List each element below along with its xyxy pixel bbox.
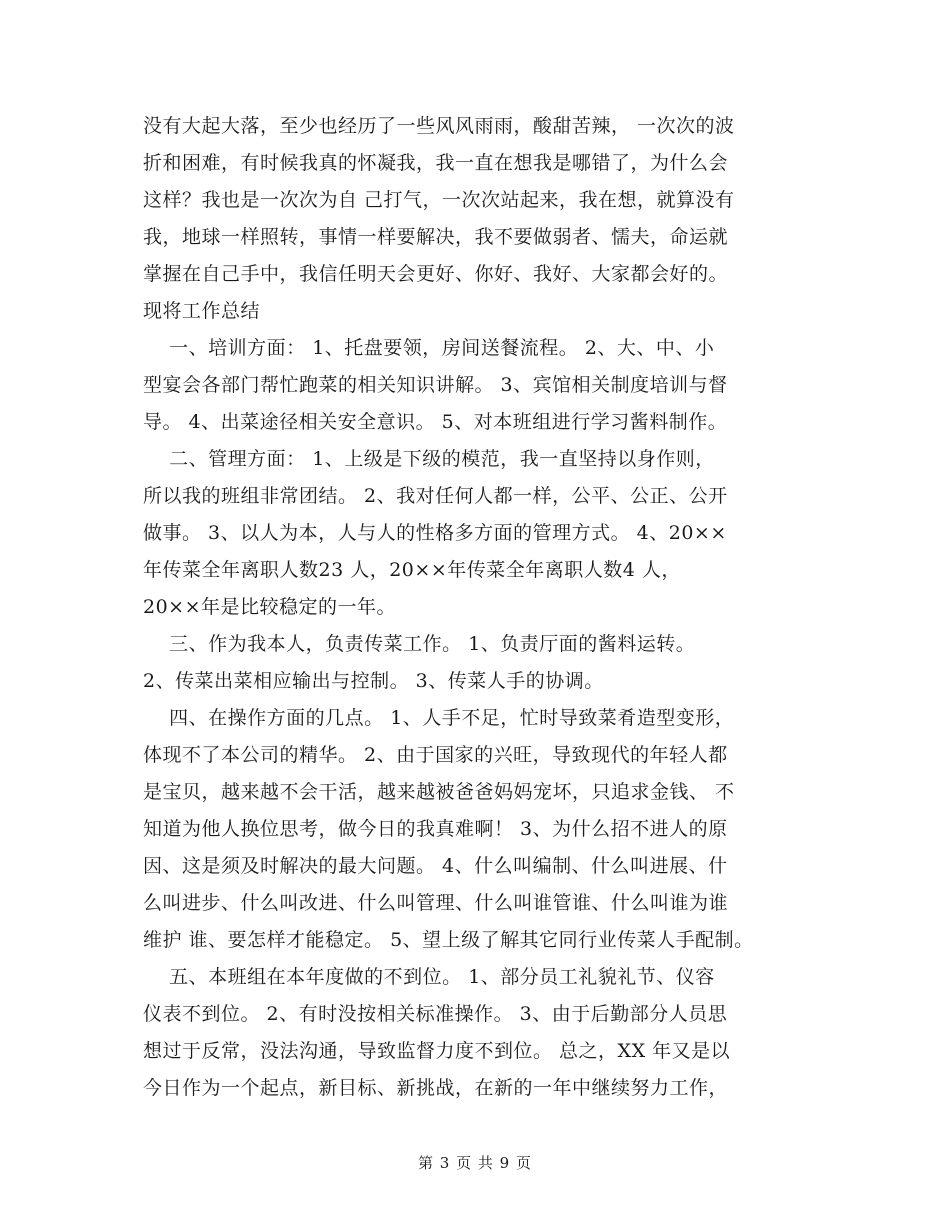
text-line: 导。 4、出菜途径相关安全意识。 5、对本班组进行学习酱料制作。 [143,411,728,433]
text-line: 么叫进步、什么叫改进、什么叫管理、什么叫谁管谁、什么叫谁为谁 [143,892,729,914]
text-line: 型宴会各部门帮忙跑菜的相关知识讲解。 3、宾馆相关制度培训与督 [143,374,728,396]
text-line: 折和困难，有时候我真的怀凝我，我一直在想我是哪错了，为什么会 [143,152,729,174]
text-line: 2、传菜出菜相应输出与控制。 3、传菜人手的协调。 [143,670,604,692]
text-line: 年传菜全年离职人数23 人，20××年传菜全年离职人数4 人， [143,559,681,581]
text-line: 想过于反常，没法沟通，导致监督力度不到位。 总之，XX 年又是以 [143,1040,731,1062]
text-line: 仪表不到位。 2、有时没按相关标准操作。 3、由于后勤部分人员思 [143,1003,728,1025]
text-line: 现将工作总结 [143,300,261,322]
text-line: 20××年是比较稳定的一年。 [143,596,397,618]
text-line: 是宝贝，越来越不会干活，越来越被爸爸妈妈宠坏，只追求金钱、 不 [143,781,735,803]
text-line: 掌握在自己手中，我信任明天会更好、你好、我好、大家都会好的。 [143,263,729,285]
text-line: 维护 谁、要怎样才能稳定。 5、望上级了解其它同行业传菜人手配制。 [143,929,754,951]
body-text [143,108,823,1107]
text-line: 今日作为一个起点，新目标、新挑战，在新的一年中继续努力工作， [143,1077,729,1099]
text-line: 做事。 3、以人为本，人与人的性格多方面的管理方式。 4、20×× [143,522,727,544]
text-line: 一、培训方面： 1、托盘要领，房间送餐流程。 2、大、中、小 [143,337,715,359]
text-line: 二、管理方面： 1、上级是下级的模范，我一直坚持以身作则， [143,448,715,470]
text-line: 这样？我也是一次次为自 己打气，一次次站起来，我在想，就算没有 [143,189,735,211]
text-line: 知道为他人换位思考，做今日的我真难啊！ 3、为什么招不进人的原 [143,818,728,840]
page-number-footer: 第 3 页 共 9 页 [418,1154,532,1172]
text-line: 我，地球一样照转，事情一样要解决，我不要做弱者、懦夫，命运就 [143,226,729,248]
text-line: 因、这是须及时解决的最大问题。 4、什么叫编制、什么叫进展、什 [143,855,728,877]
text-line: 体现不了本公司的精华。 2、由于国家的兴旺，导致现代的年轻人都 [143,744,728,766]
text-line: 五、本班组在本年度做的不到位。 1、部分员工礼貌礼节、仪容 [143,966,715,988]
text-line: 四、在操作方面的几点。 1、人手不足，忙时导致菜肴造型变形， [143,707,735,729]
text-line: 没有大起大落，至少也经历了一些风风雨雨，酸甜苦辣， 一次次的波 [143,115,735,137]
text-line: 三、作为我本人，负责传菜工作。 1、负责厅面的酱料运转。 [143,633,696,655]
text-line: 所以我的班组非常团结。 2、我对任何人都一样，公平、公正、公开 [143,485,728,507]
